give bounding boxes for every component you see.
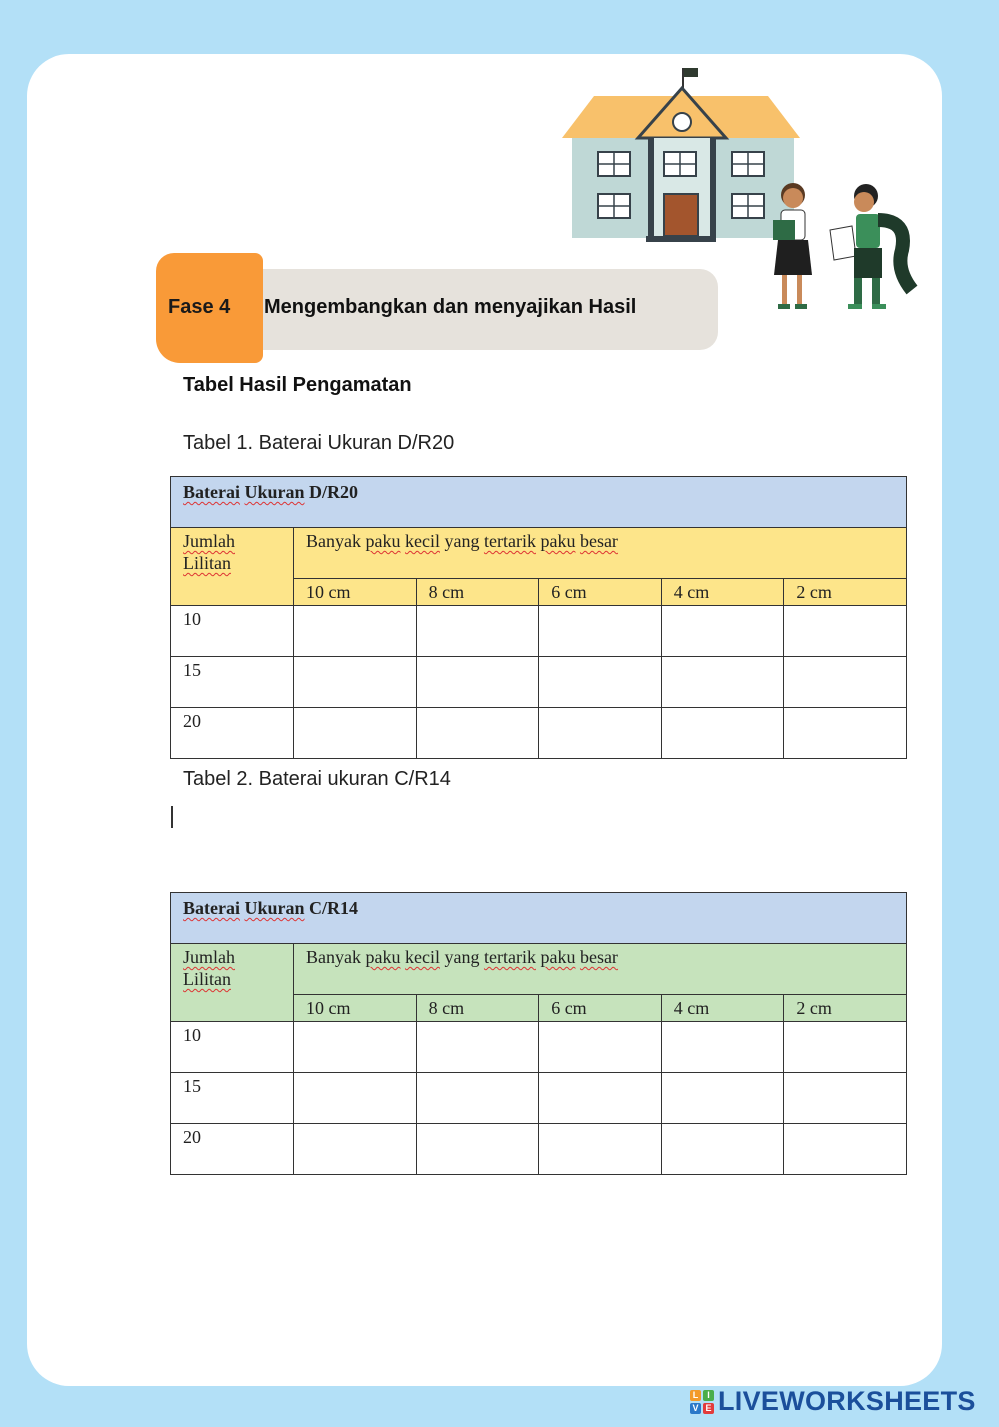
table-row <box>171 1073 907 1124</box>
table1-row-label-header: Jumlah Lilitan <box>171 528 294 606</box>
table1-answer-cell[interactable] <box>661 657 784 708</box>
table2-row-label: 15 <box>171 1073 294 1124</box>
table1-distance-header: 6 cm <box>539 579 662 606</box>
table1-answer-cell[interactable] <box>784 708 907 759</box>
table1-distance-header: 10 cm <box>294 579 417 606</box>
table1-row-label: 20 <box>171 708 294 759</box>
table2-answer-cell[interactable] <box>784 1124 907 1175</box>
table2-answer-cell[interactable] <box>784 1022 907 1073</box>
table1-answer-cell[interactable] <box>416 657 539 708</box>
table2-row-label: 20 <box>171 1124 294 1175</box>
table2-group-header: Banyak paku kecil yang tertarik paku besar <box>294 944 907 995</box>
table2-answer-cell[interactable] <box>416 1124 539 1175</box>
table2-answer-cell[interactable] <box>661 1073 784 1124</box>
phase-label: Fase 4 <box>168 296 231 318</box>
table2-distance-header: 4 cm <box>661 995 784 1022</box>
table2-answer-cell[interactable] <box>661 1022 784 1073</box>
table1-answer-cell[interactable] <box>294 657 417 708</box>
table1-answer-cell[interactable] <box>661 708 784 759</box>
table1-caption: Tabel 1. Baterai Ukuran D/R20 <box>183 432 455 454</box>
table2-title: Baterai Ukuran C/R14 <box>171 893 907 944</box>
section-heading: Tabel Hasil Pengamatan <box>183 374 412 396</box>
table1-distance-header: 2 cm <box>784 579 907 606</box>
table2-answer-cell[interactable] <box>294 1073 417 1124</box>
table1-answer-cell[interactable] <box>539 708 662 759</box>
table1-answer-cell[interactable] <box>784 606 907 657</box>
table1-distance-header: 8 cm <box>416 579 539 606</box>
table1-battery-d-r20 <box>170 476 907 759</box>
table1-answer-cell[interactable] <box>539 657 662 708</box>
liveworksheets-logo-icon: L I V E <box>690 1390 714 1414</box>
table1-row-label: 10 <box>171 606 294 657</box>
table2-answer-cell[interactable] <box>661 1124 784 1175</box>
brand-name: LIVEWORKSHEETS <box>718 1386 976 1416</box>
table2-answer-cell[interactable] <box>539 1073 662 1124</box>
table2-answer-cell[interactable] <box>294 1124 417 1175</box>
table-row <box>171 1124 907 1175</box>
liveworksheets-branding[interactable] <box>690 1386 976 1417</box>
table2-row-label-header: Jumlah Lilitan <box>171 944 294 1022</box>
table1-answer-cell[interactable] <box>539 606 662 657</box>
table1-answer-cell[interactable] <box>784 657 907 708</box>
table2-answer-cell[interactable] <box>416 1073 539 1124</box>
table-row <box>171 606 907 657</box>
table2-answer-cell[interactable] <box>416 1022 539 1073</box>
table2-distance-header: 2 cm <box>784 995 907 1022</box>
text-cursor <box>171 806 173 828</box>
table1-title: Baterai Ukuran D/R20 <box>171 477 907 528</box>
table2-caption: Tabel 2. Baterai ukuran C/R14 <box>183 768 451 790</box>
table2-answer-cell[interactable] <box>539 1022 662 1073</box>
table2-row-label: 10 <box>171 1022 294 1073</box>
table2-distance-header: 10 cm <box>294 995 417 1022</box>
table1-answer-cell[interactable] <box>294 606 417 657</box>
table-row <box>171 708 907 759</box>
table1-answer-cell[interactable] <box>661 606 784 657</box>
table1-answer-cell[interactable] <box>416 708 539 759</box>
table-row <box>171 1022 907 1073</box>
table1-answer-cell[interactable] <box>294 708 417 759</box>
school-building-illustration <box>562 66 802 246</box>
table1-distance-header: 4 cm <box>661 579 784 606</box>
table2-distance-header: 8 cm <box>416 995 539 1022</box>
table2-distance-header: 6 cm <box>539 995 662 1022</box>
phase-title: Mengembangkan dan menyajikan Hasil <box>264 296 637 318</box>
table1-group-header: Banyak paku kecil yang tertarik paku besar <box>294 528 907 579</box>
table2-answer-cell[interactable] <box>294 1022 417 1073</box>
table-row <box>171 657 907 708</box>
table2-battery-c-r14 <box>170 892 907 1175</box>
table1-row-label: 15 <box>171 657 294 708</box>
students-illustration <box>768 180 918 312</box>
table2-answer-cell[interactable] <box>539 1124 662 1175</box>
table2-answer-cell[interactable] <box>784 1073 907 1124</box>
table1-answer-cell[interactable] <box>416 606 539 657</box>
